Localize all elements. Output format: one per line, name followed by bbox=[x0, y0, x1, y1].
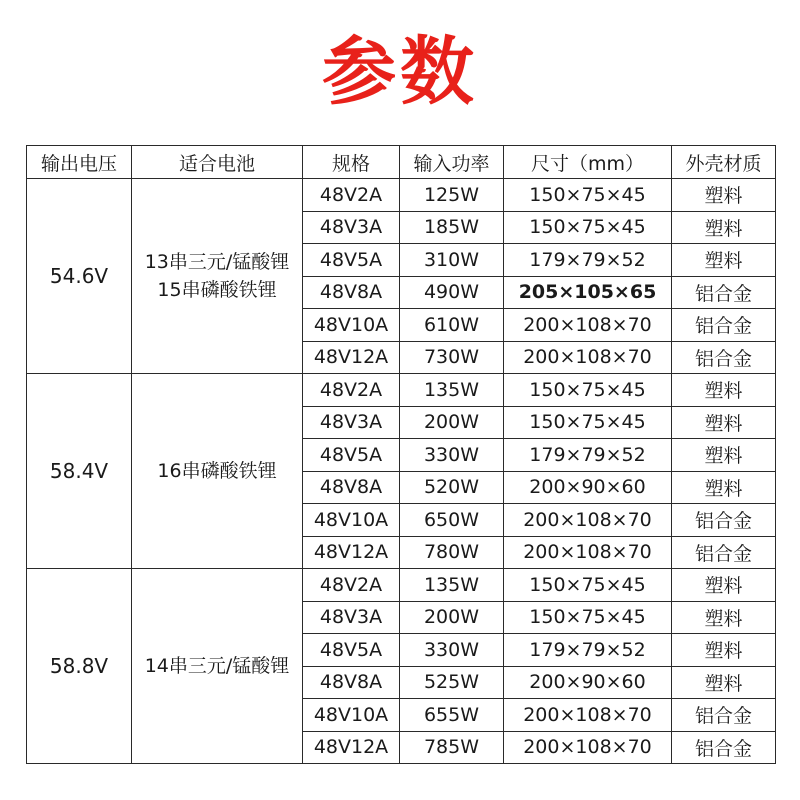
model-cell: 48V12A bbox=[303, 341, 400, 374]
input-power-cell: 730W bbox=[400, 341, 504, 374]
shell-material-cell: 塑料 bbox=[672, 406, 776, 439]
shell-material-cell: 铝合金 bbox=[672, 504, 776, 537]
size-cell: 200×90×60 bbox=[504, 471, 672, 504]
shell-material-cell: 铝合金 bbox=[672, 699, 776, 732]
input-power-cell: 125W bbox=[400, 179, 504, 212]
input-power-cell: 330W bbox=[400, 439, 504, 472]
model-cell: 48V3A bbox=[303, 211, 400, 244]
shell-material-cell: 塑料 bbox=[672, 666, 776, 699]
model-cell: 48V8A bbox=[303, 666, 400, 699]
input-power-cell: 135W bbox=[400, 569, 504, 602]
battery-type-line: 14串三元/锰酸锂 bbox=[144, 655, 290, 677]
model-cell: 48V5A bbox=[303, 244, 400, 277]
shell-material-cell: 铝合金 bbox=[672, 276, 776, 309]
size-cell: 200×108×70 bbox=[504, 504, 672, 537]
header-model: 规格 bbox=[303, 146, 400, 179]
model-cell: 48V2A bbox=[303, 569, 400, 602]
battery-type-line: 13串三元/锰酸锂 bbox=[144, 251, 290, 273]
input-power-cell: 330W bbox=[400, 634, 504, 667]
size-cell: 200×108×70 bbox=[504, 309, 672, 342]
size-cell: 205×105×65 bbox=[504, 276, 672, 309]
header-input-power: 输入功率 bbox=[400, 146, 504, 179]
input-power-cell: 655W bbox=[400, 699, 504, 732]
model-cell: 48V10A bbox=[303, 309, 400, 342]
battery-type-line: 16串磷酸铁锂 bbox=[157, 460, 277, 482]
model-cell: 48V8A bbox=[303, 276, 400, 309]
output-voltage-cell: 58.4V bbox=[27, 374, 132, 569]
input-power-cell: 780W bbox=[400, 536, 504, 569]
size-cell: 150×75×45 bbox=[504, 601, 672, 634]
shell-material-cell: 塑料 bbox=[672, 244, 776, 277]
model-cell: 48V12A bbox=[303, 731, 400, 764]
size-cell: 200×108×70 bbox=[504, 341, 672, 374]
shell-material-cell: 铝合金 bbox=[672, 341, 776, 374]
input-power-cell: 525W bbox=[400, 666, 504, 699]
input-power-cell: 135W bbox=[400, 374, 504, 407]
model-cell: 48V3A bbox=[303, 601, 400, 634]
model-cell: 48V2A bbox=[303, 374, 400, 407]
input-power-cell: 200W bbox=[400, 601, 504, 634]
size-cell: 179×79×52 bbox=[504, 439, 672, 472]
shell-material-cell: 塑料 bbox=[672, 601, 776, 634]
shell-material-cell: 塑料 bbox=[672, 439, 776, 472]
shell-material-cell: 塑料 bbox=[672, 634, 776, 667]
battery-type-cell bbox=[132, 569, 303, 764]
header-size: 尺寸（mm） bbox=[504, 146, 672, 179]
shell-material-cell: 塑料 bbox=[672, 471, 776, 504]
battery-type-cell bbox=[132, 179, 303, 374]
shell-material-cell: 塑料 bbox=[672, 569, 776, 602]
table-body bbox=[27, 179, 776, 764]
model-cell: 48V3A bbox=[303, 406, 400, 439]
size-cell: 200×108×70 bbox=[504, 699, 672, 732]
table-row bbox=[27, 179, 776, 212]
table-row bbox=[27, 569, 776, 602]
shell-material-cell: 塑料 bbox=[672, 374, 776, 407]
model-cell: 48V12A bbox=[303, 536, 400, 569]
size-cell: 179×79×52 bbox=[504, 244, 672, 277]
input-power-cell: 185W bbox=[400, 211, 504, 244]
model-cell: 48V10A bbox=[303, 504, 400, 537]
size-cell: 179×79×52 bbox=[504, 634, 672, 667]
size-cell: 200×108×70 bbox=[504, 731, 672, 764]
shell-material-cell: 铝合金 bbox=[672, 536, 776, 569]
size-cell: 150×75×45 bbox=[504, 179, 672, 212]
size-cell: 150×75×45 bbox=[504, 374, 672, 407]
model-cell: 48V2A bbox=[303, 179, 400, 212]
input-power-cell: 785W bbox=[400, 731, 504, 764]
input-power-cell: 520W bbox=[400, 471, 504, 504]
header-output-voltage: 输出电压 bbox=[27, 146, 132, 179]
spec-table bbox=[26, 145, 776, 764]
input-power-cell: 200W bbox=[400, 406, 504, 439]
input-power-cell: 490W bbox=[400, 276, 504, 309]
shell-material-cell: 铝合金 bbox=[672, 309, 776, 342]
model-cell: 48V5A bbox=[303, 634, 400, 667]
header-battery-type: 适合电池 bbox=[132, 146, 303, 179]
battery-type-cell bbox=[132, 374, 303, 569]
header-shell-material: 外壳材质 bbox=[672, 146, 776, 179]
size-cell: 150×75×45 bbox=[504, 406, 672, 439]
size-cell: 200×90×60 bbox=[504, 666, 672, 699]
size-cell: 150×75×45 bbox=[504, 211, 672, 244]
shell-material-cell: 塑料 bbox=[672, 211, 776, 244]
battery-type-line: 15串磷酸铁锂 bbox=[157, 279, 277, 301]
input-power-cell: 650W bbox=[400, 504, 504, 537]
size-cell: 150×75×45 bbox=[504, 569, 672, 602]
model-cell: 48V5A bbox=[303, 439, 400, 472]
shell-material-cell: 塑料 bbox=[672, 179, 776, 212]
output-voltage-cell: 54.6V bbox=[27, 179, 132, 374]
input-power-cell: 610W bbox=[400, 309, 504, 342]
table-header-row bbox=[27, 146, 776, 179]
table-row bbox=[27, 374, 776, 407]
page-title: 参数 bbox=[322, 29, 478, 115]
size-cell: 200×108×70 bbox=[504, 536, 672, 569]
model-cell: 48V10A bbox=[303, 699, 400, 732]
output-voltage-cell: 58.8V bbox=[27, 569, 132, 764]
input-power-cell: 310W bbox=[400, 244, 504, 277]
shell-material-cell: 铝合金 bbox=[672, 731, 776, 764]
model-cell: 48V8A bbox=[303, 471, 400, 504]
